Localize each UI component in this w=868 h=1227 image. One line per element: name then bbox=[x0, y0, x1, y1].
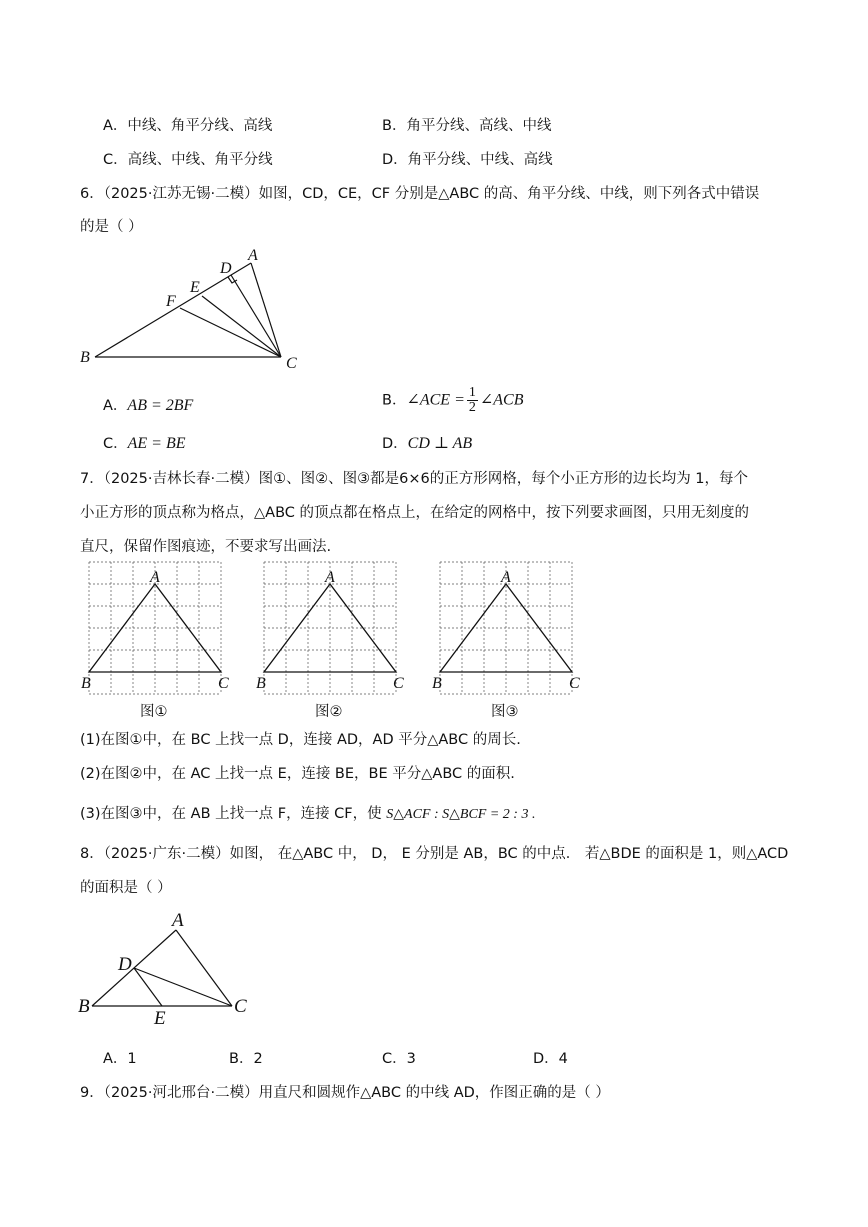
q6-stem-line2: 的是（ ） bbox=[80, 219, 143, 235]
q9-stem: 9．（2025·河北邢台·二模）用直尺和圆规作△ABC 的中线 AD，作图正确的是（ ） bbox=[80, 1085, 610, 1101]
q7-caption-2: 图② bbox=[315, 704, 343, 720]
grid-1 bbox=[81, 562, 229, 694]
q6-option-c: C．AE = BE bbox=[103, 435, 186, 452]
q7-sub3: (3)在图③中，在 AB 上找一点 F，连接 CF，使 S△ACF : S△BCF = 2 : 3 . bbox=[80, 806, 536, 822]
q8-label-e: E bbox=[154, 1008, 166, 1029]
grid-2 bbox=[256, 562, 404, 694]
q8-label-d: D bbox=[118, 954, 132, 975]
q8-label-a: A bbox=[172, 910, 184, 931]
grid-label-a: A bbox=[150, 569, 160, 586]
q5-option-b: B．角平分线、高线、中线 bbox=[382, 118, 552, 134]
triangle-abc bbox=[440, 584, 572, 672]
q7-stem-line1: 7．（2025·吉林长春·二模）图①、图②、图③都是6×6的正方形网格，每个小正方形的边长均为 1，每个 bbox=[80, 471, 749, 487]
q6-option-a: A．AB = 2BF bbox=[103, 397, 194, 414]
grid-label-c: C bbox=[393, 675, 404, 692]
q6-stem-line1: 6．（2025·江苏无锡·二模）如图，CD，CE，CF 分别是△ABC 的高、角平分线、中线，则下列各式中错误 bbox=[80, 186, 760, 202]
grid-3 bbox=[432, 562, 580, 694]
triangle-abc bbox=[264, 584, 396, 672]
q8-stem-line1: 8．（2025·广东·二模）如图， 在△ABC 中， D， E 分别是 AB，BC 的中点． 若△BDE 的面积是 1，则△ACD bbox=[80, 846, 789, 862]
q7-caption-3: 图③ bbox=[491, 704, 519, 720]
q6-label-d: D bbox=[220, 260, 232, 277]
q7-sub2: (2)在图②中，在 AC 上找一点 E，连接 BE，BE 平分△ABC 的面积. bbox=[80, 766, 515, 782]
q8-option-c: C．3 bbox=[382, 1051, 416, 1067]
grid-label-a: A bbox=[501, 569, 511, 586]
q6-label-a: A bbox=[248, 247, 258, 264]
q5-option-a: A．中线、角平分线、高线 bbox=[103, 118, 273, 134]
q8-option-b: B．2 bbox=[229, 1051, 263, 1067]
q8-option-a: A．1 bbox=[103, 1051, 137, 1067]
grid-label-c: C bbox=[569, 675, 580, 692]
q6-label-b: B bbox=[80, 349, 90, 366]
q6-label-c: C bbox=[286, 355, 297, 372]
q5-option-d: D．角平分线、中线、高线 bbox=[382, 152, 553, 168]
q7-stem-line2: 小正方形的顶点称为格点，△ABC 的顶点都在格点上，在给定的网格中，按下列要求画图，只用无刻度的 bbox=[80, 505, 749, 521]
grid-label-b: B bbox=[432, 675, 442, 692]
q6-option-d: D．CD ⊥ AB bbox=[382, 435, 473, 452]
q7-caption-1: 图① bbox=[140, 704, 168, 720]
q5-option-c: C．高线、中线、角平分线 bbox=[103, 152, 273, 168]
triangle-abc bbox=[89, 584, 221, 672]
grid-label-c: C bbox=[218, 675, 229, 692]
grid-label-b: B bbox=[81, 675, 91, 692]
q6-label-f: F bbox=[166, 293, 176, 310]
q7-sub1: (1)在图①中，在 BC 上找一点 D，连接 AD，AD 平分△ABC 的周长. bbox=[80, 732, 521, 748]
grid-label-a: A bbox=[325, 569, 335, 586]
q6-option-b: B．∠ACE = $\frac{1}{2}$ ∠ACB bbox=[382, 385, 524, 415]
q8-stem-line2: 的面积是（ ） bbox=[80, 880, 172, 896]
q6-label-e: E bbox=[190, 279, 200, 296]
grid-label-b: B bbox=[256, 675, 266, 692]
q8-option-d: D．4 bbox=[533, 1051, 568, 1067]
q7-stem-line3: 直尺，保留作图痕迹，不要求写出画法. bbox=[80, 539, 332, 555]
q8-label-c: C bbox=[234, 996, 247, 1017]
q8-label-b: B bbox=[78, 996, 90, 1017]
